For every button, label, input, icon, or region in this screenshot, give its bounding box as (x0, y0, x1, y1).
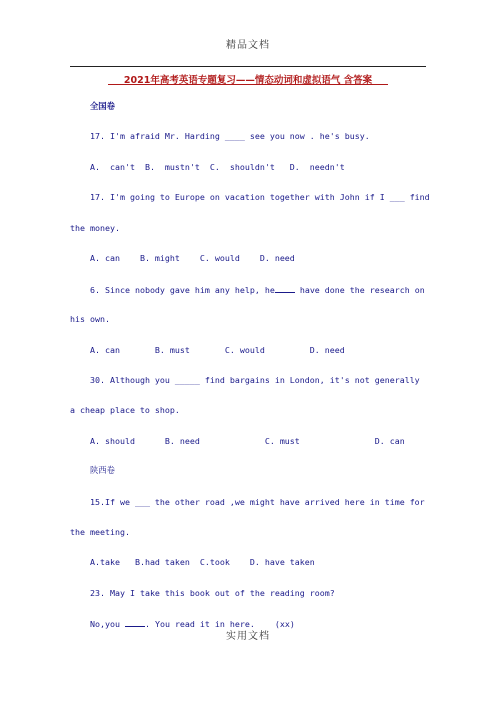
answer-blank (275, 284, 295, 293)
title-underline (108, 84, 388, 85)
page-footer: 实用文档 (226, 631, 270, 642)
question-17b-options: A. can B. might C. would D. need (90, 253, 295, 263)
page-header: 精品文档 (226, 40, 270, 51)
question-6-line1 (90, 284, 425, 295)
question-17a-options: A. can't B. mustn't C. shouldn't D. needn't (90, 162, 345, 172)
section-shaanxi: 陕西卷 (90, 465, 115, 475)
question-6-text-before: 6. Since nobody gave him any help, he (90, 285, 275, 295)
answer-blank (125, 618, 145, 627)
question-6-options: A. can B. must C. would D. need (90, 345, 345, 355)
section-national: 全国卷 (90, 101, 115, 111)
question-30-options: A. should B. need C. must D. can (90, 436, 405, 446)
question-17b-line2: the money. (70, 223, 120, 233)
question-15-line2: the meeting. (70, 527, 130, 537)
question-17b-line1: 17. I'm going to Europe on vacation together with John if I ___ find (90, 192, 430, 202)
question-6-text-after: have done the research on (294, 285, 425, 295)
question-23-text-before: No,you (90, 619, 125, 629)
question-23-line1: 23. May I take this book out of the reading room? (90, 588, 335, 598)
question-15-line1: 15.If we ___ the other road ,we might have arrived here in time for (90, 497, 425, 507)
question-30-line2: a cheap place to shop. (70, 405, 180, 415)
question-15-options: A.take B.had taken C.took D. have taken (90, 557, 315, 567)
question-6-line2: his own. (70, 314, 110, 324)
question-30-line1: 30. Although you _____ find bargains in London, it's not generally (90, 375, 420, 385)
header-divider (70, 66, 426, 67)
question-23-text-after: . You read it in here. (xx) (144, 619, 295, 629)
question-17a: 17. I'm afraid Mr. Harding ____ see you now . he's busy. (90, 131, 370, 141)
document-title: 2021年高考英语专题复习——情态动词和虚拟语气 含答案 (123, 75, 373, 86)
